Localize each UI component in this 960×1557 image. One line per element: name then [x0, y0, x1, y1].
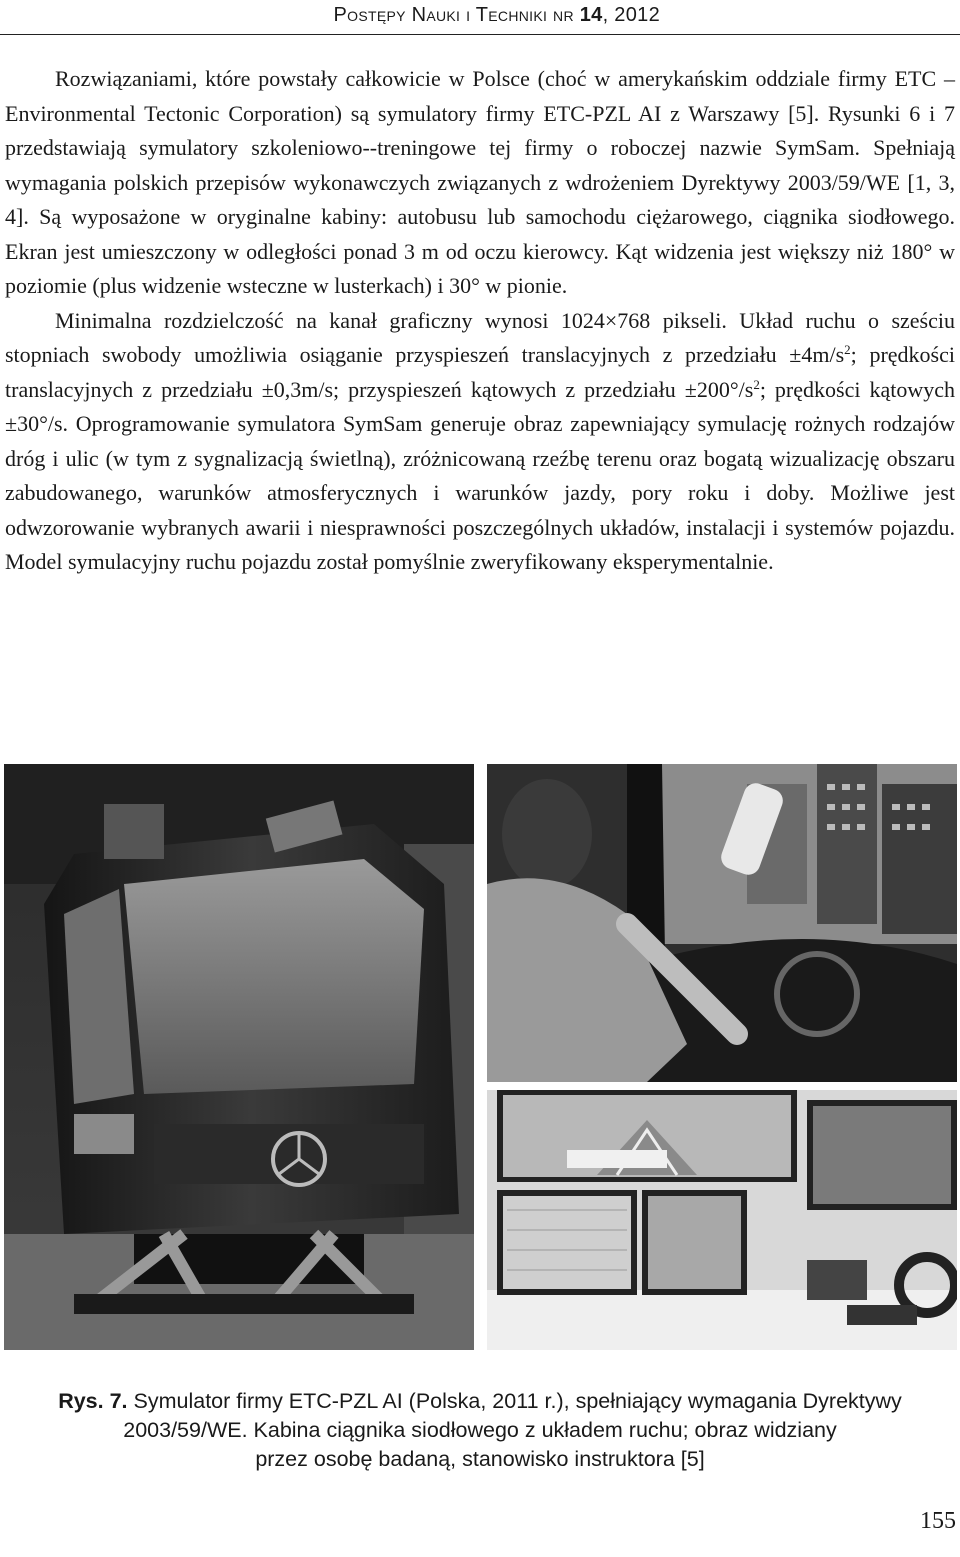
journal-name: Postępy Nauki i Techniki nr [333, 4, 574, 26]
paragraph-2-part-c: ; prędkości kątowych ±30°/s. Oprogramowanie symulatora SymSam generuje obraz zapewniający symulację rożnych rodzajów dróg i ulic (w tym z sygnalizacją świetlną), zróżnicowaną rzeźbę terenu oraz bogatą wizualizację obszaru zabudowanego, warunków atmosferycznych i warunków jazdy, pory roku i doby. Możliwe jest odwzorowanie wybranych awarii i niesprawności poszczególnych układów, instalacji i systemów pojazdu. Model symulacyjny ruchu pojazdu został pomyślnie zweryfikowany eksperymentalnie. [5, 376, 956, 574]
instructor-station-photo [487, 1090, 957, 1350]
paragraph-2 [5, 304, 955, 580]
truck-cab-photo [4, 764, 474, 1350]
instructor-station-monitors-icon [487, 1090, 957, 1350]
issue-number: 14 [579, 4, 603, 26]
driver-at-bus-dashboard-icon [487, 764, 957, 1082]
body-text [5, 62, 955, 580]
page-number: 155 [920, 1508, 956, 1534]
caption-line-1 [30, 1387, 930, 1416]
caption-label: Rys. 7. [58, 1389, 128, 1413]
header-rule [0, 34, 960, 35]
year: , 2012 [602, 4, 660, 26]
paragraph-2-part-a: Minimalna rozdzielczość na kanał graficzny wynosi 1024×768 pikseli. Układ ruchu o sześciu stopniach swobody umożliwia osiąganie przyspieszeń translacyjnych z przedziału ±4m/s [5, 307, 955, 367]
paragraph-1: Rozwiązaniami, które powstały całkowicie w Polsce (choć w amerykańskim oddziale firmy ETC – Environmental Tectonic Corporation) są symulatory firmy ETC-PZL AI z Warszawy [5]. Rysunki 6 i 7 przedstawiają symulatory szkoleniowo--treningowe tej firmy o roboczej nazwie SymSam. Spełniają wymagania polskich przepisów wykonawczych związanych z wdrożeniem Dyrektywy 2003/59/WE [1, 3, 4]. Są wyposażone w oryginalne kabiny: autobusu lub samochodu ciężarowego, ciągnika siodłowego. Ekran jest umieszczony w odległości ponad 3 m od oczu kierowcy. Kąt widzenia jest większy niż 180° w poziomie (plus widzenie wsteczne w lusterkach) i 30° w pionie. [5, 66, 955, 298]
paragraph-2-part-b: ; prędkości translacyjnych z przedziału ±0,3m/s; przyspieszeń kątowych z przedziału ±200°/s [5, 342, 955, 402]
running-header [0, 2, 960, 40]
driver-view-photo [487, 764, 957, 1082]
truck-cab-on-motion-platform-icon [4, 764, 474, 1350]
caption-text-1: Symulator firmy ETC-PZL AI (Polska, 2011 r.), spełniający wymagania Dyrektywy [127, 1389, 902, 1413]
caption-line-3: przez osobę badaną, stanowisko instruktora [5] [255, 1447, 705, 1471]
caption-line-2: 2003/59/WE. Kabina ciągnika siodłowego z układem ruchu; obraz widziany [123, 1418, 837, 1442]
journal-title [334, 4, 660, 27]
figure-caption [30, 1387, 930, 1474]
superscript: 2 [753, 376, 760, 392]
superscript: 2 [844, 342, 851, 357]
